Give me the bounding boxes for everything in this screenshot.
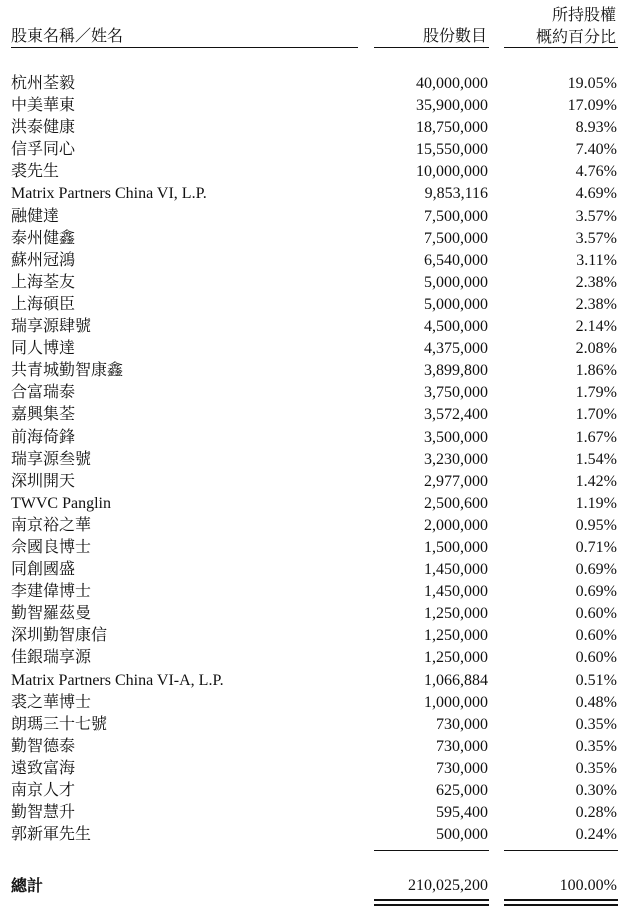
shareholding-percentage: 0.95% xyxy=(575,516,617,534)
table-row xyxy=(0,581,625,603)
shareholding-percentage: 0.28% xyxy=(575,804,617,822)
share-count: 2,500,600 xyxy=(424,494,488,512)
table-row xyxy=(0,647,625,669)
table-row xyxy=(0,670,625,692)
share-count: 730,000 xyxy=(436,737,488,755)
share-count: 1,066,884 xyxy=(424,671,488,689)
table-row xyxy=(0,338,625,360)
shareholder-name: 佘國良博士 xyxy=(11,538,92,556)
table-row xyxy=(0,802,625,824)
shareholder-name: 南京人才 xyxy=(11,782,76,799)
shareholder-name: 信孚同心 xyxy=(11,141,76,159)
share-count: 2,977,000 xyxy=(424,472,488,490)
column-header-percentage-line2: 概約百分比 xyxy=(535,27,616,46)
subtotal-rule-shares xyxy=(374,850,489,851)
total-double-rule-percentage-bottom xyxy=(504,904,618,906)
table-row xyxy=(0,449,625,471)
table-row xyxy=(0,228,625,250)
share-count: 3,572,400 xyxy=(424,406,488,424)
shareholding-percentage: 4.76% xyxy=(575,163,617,181)
shareholder-name: 融健達 xyxy=(11,207,60,225)
share-count: 7,500,000 xyxy=(424,229,488,247)
shareholder-name: 李建偉博士 xyxy=(11,583,92,601)
shareholder-name: 前海倚鋒 xyxy=(11,428,76,446)
shareholder-name: 裘先生 xyxy=(11,163,60,181)
shareholder-name: 勤智德泰 xyxy=(11,737,76,755)
shareholding-percentage: 4.69% xyxy=(575,185,617,203)
shareholder-name: 深圳勤智康信 xyxy=(11,627,108,645)
share-count: 3,500,000 xyxy=(424,428,488,446)
shareholding-percentage: 1.67% xyxy=(575,428,617,446)
share-count: 9,853,116 xyxy=(424,185,488,203)
share-count: 595,400 xyxy=(436,804,488,822)
shareholding-percentage: 2.14% xyxy=(575,318,617,336)
shareholding-percentage: 7.40% xyxy=(575,141,617,159)
subtotal-rule-percentage xyxy=(504,850,618,851)
table-row xyxy=(0,736,625,758)
table-row xyxy=(0,272,625,294)
shareholding-percentage: 3.57% xyxy=(575,229,617,247)
shareholding-percentage: 0.24% xyxy=(575,826,617,844)
share-count: 2,000,000 xyxy=(424,516,488,534)
shareholding-percentage: 3.57% xyxy=(575,207,617,225)
table-row xyxy=(0,625,625,647)
shareholder-name: 中美華東 xyxy=(11,97,76,115)
shareholder-name: 勤智羅茲曼 xyxy=(11,605,92,623)
shareholder-name: 洪泰健康 xyxy=(11,119,76,137)
shareholding-percentage: 1.54% xyxy=(575,450,617,468)
share-count: 1,450,000 xyxy=(424,561,488,579)
table-row xyxy=(0,559,625,581)
share-count: 5,000,000 xyxy=(424,295,488,313)
share-count: 3,899,800 xyxy=(424,362,488,380)
share-count: 1,500,000 xyxy=(424,538,488,556)
shareholding-percentage: 1.42% xyxy=(575,472,617,490)
total-shares: 210,025,200 xyxy=(408,877,488,894)
shareholder-name: 勤智慧升 xyxy=(11,804,76,822)
table-row xyxy=(0,471,625,493)
share-count: 730,000 xyxy=(436,715,488,733)
column-header-name: 股東名稱／姓名 xyxy=(11,26,124,45)
share-count: 1,000,000 xyxy=(424,693,488,711)
share-count: 40,000,000 xyxy=(416,75,488,92)
table-row xyxy=(0,95,625,117)
table-row xyxy=(0,493,625,515)
table-row xyxy=(0,758,625,780)
shareholding-percentage: 1.19% xyxy=(575,494,617,512)
table-row xyxy=(0,780,625,802)
shareholder-name: 遠致富海 xyxy=(11,759,76,777)
shareholding-percentage: 0.69% xyxy=(575,561,617,579)
shareholding-percentage: 0.71% xyxy=(575,538,617,556)
share-count: 4,500,000 xyxy=(424,318,488,336)
header-rule-shares xyxy=(374,47,489,48)
share-count: 5,000,000 xyxy=(424,273,488,291)
table-row xyxy=(0,139,625,161)
shareholder-name: Matrix Partners China VI, L.P. xyxy=(11,185,207,203)
share-count: 1,250,000 xyxy=(424,605,488,623)
share-count: 1,450,000 xyxy=(424,583,488,601)
shareholding-percentage: 0.51% xyxy=(575,671,617,689)
share-count: 3,230,000 xyxy=(424,450,488,468)
shareholder-name: 南京裕之華 xyxy=(11,516,92,534)
shareholding-percentage: 0.48% xyxy=(575,693,617,711)
shareholding-percentage: 19.05% xyxy=(567,75,617,92)
table-row xyxy=(0,692,625,714)
shareholder-name: 合富瑞泰 xyxy=(11,384,76,402)
shareholding-percentage: 0.60% xyxy=(575,605,617,623)
table-row xyxy=(0,427,625,449)
table-row xyxy=(0,183,625,205)
column-header-shares: 股份數目 xyxy=(422,26,487,45)
share-count: 35,900,000 xyxy=(416,97,488,115)
column-header-percentage-line1: 所持股權 xyxy=(551,5,616,24)
shareholding-percentage: 1.79% xyxy=(575,384,617,402)
shareholder-name: 佳銀瑞享源 xyxy=(11,649,92,667)
header-rule-name xyxy=(11,47,358,48)
table-row xyxy=(0,360,625,382)
table-row xyxy=(0,161,625,183)
table-row xyxy=(0,382,625,404)
shareholder-name: 杭州荃毅 xyxy=(11,75,76,92)
shareholder-name: 嘉興集荃 xyxy=(11,406,76,424)
shareholder-name: 朗瑪三十七號 xyxy=(11,715,108,733)
table-row xyxy=(0,824,625,846)
share-count: 10,000,000 xyxy=(416,163,488,181)
header-rule-percentage xyxy=(504,47,618,48)
shareholding-percentage: 0.69% xyxy=(575,583,617,601)
shareholding-percentage: 8.93% xyxy=(575,119,617,137)
table-row xyxy=(0,515,625,537)
share-count: 625,000 xyxy=(436,782,488,799)
total-double-rule-percentage-top xyxy=(504,899,618,901)
shareholder-name: 泰州健鑫 xyxy=(11,229,76,247)
share-count: 1,250,000 xyxy=(424,649,488,667)
table-row xyxy=(0,73,625,95)
table-row xyxy=(0,714,625,736)
share-count: 500,000 xyxy=(436,826,488,844)
shareholding-percentage: 0.35% xyxy=(575,759,617,777)
total-double-rule-shares-top xyxy=(374,899,489,901)
shareholder-name: 同人博達 xyxy=(11,340,76,358)
shareholding-percentage: 1.86% xyxy=(575,362,617,380)
share-count: 730,000 xyxy=(436,759,488,777)
share-count: 18,750,000 xyxy=(416,119,488,137)
shareholder-name: 上海荃友 xyxy=(11,273,76,291)
shareholder-name: 同創國盛 xyxy=(11,561,76,579)
shareholding-percentage: 0.60% xyxy=(575,627,617,645)
share-count: 1,250,000 xyxy=(424,627,488,645)
shareholder-name: 瑞享源叁號 xyxy=(11,450,92,468)
share-count: 15,550,000 xyxy=(416,141,488,159)
shareholder-name: 瑞享源肆號 xyxy=(11,318,92,336)
shareholding-percentage: 17.09% xyxy=(567,97,617,115)
shareholder-name: 郭新軍先生 xyxy=(11,826,92,844)
shareholder-table-body xyxy=(0,73,625,846)
shareholder-name: TWVC Panglin xyxy=(11,494,111,512)
shareholding-percentage: 0.35% xyxy=(575,715,617,733)
table-row xyxy=(0,206,625,228)
total-label: 總計 xyxy=(11,876,44,895)
shareholding-percentage: 1.70% xyxy=(575,406,617,424)
share-count: 6,540,000 xyxy=(424,251,488,269)
table-row xyxy=(0,316,625,338)
table-row xyxy=(0,603,625,625)
table-row xyxy=(0,294,625,316)
share-count: 7,500,000 xyxy=(424,207,488,225)
shareholding-percentage: 0.60% xyxy=(575,649,617,667)
shareholder-name: Matrix Partners China VI-A, L.P. xyxy=(11,671,224,689)
shareholder-name: 裘之華博士 xyxy=(11,693,92,711)
shareholder-name: 上海碩臣 xyxy=(11,295,76,313)
total-double-rule-shares-bottom xyxy=(374,904,489,906)
shareholder-name: 共青城勤智康鑫 xyxy=(11,362,124,380)
table-row xyxy=(0,250,625,272)
table-row xyxy=(0,117,625,139)
column-header-percentage xyxy=(536,4,616,48)
shareholding-percentage: 2.08% xyxy=(575,340,617,358)
share-count: 4,375,000 xyxy=(424,340,488,358)
shareholder-name: 蘇州冠鴻 xyxy=(11,251,76,269)
shareholding-percentage: 3.11% xyxy=(576,251,617,269)
share-count: 3,750,000 xyxy=(424,384,488,402)
shareholding-percentage: 2.38% xyxy=(575,295,617,313)
total-percentage: 100.00% xyxy=(559,877,617,894)
shareholder-name: 深圳開天 xyxy=(11,472,76,490)
shareholding-percentage: 2.38% xyxy=(575,273,617,291)
table-row xyxy=(0,537,625,559)
shareholding-percentage: 0.35% xyxy=(575,737,617,755)
table-row xyxy=(0,404,625,426)
shareholding-percentage: 0.30% xyxy=(575,782,617,799)
